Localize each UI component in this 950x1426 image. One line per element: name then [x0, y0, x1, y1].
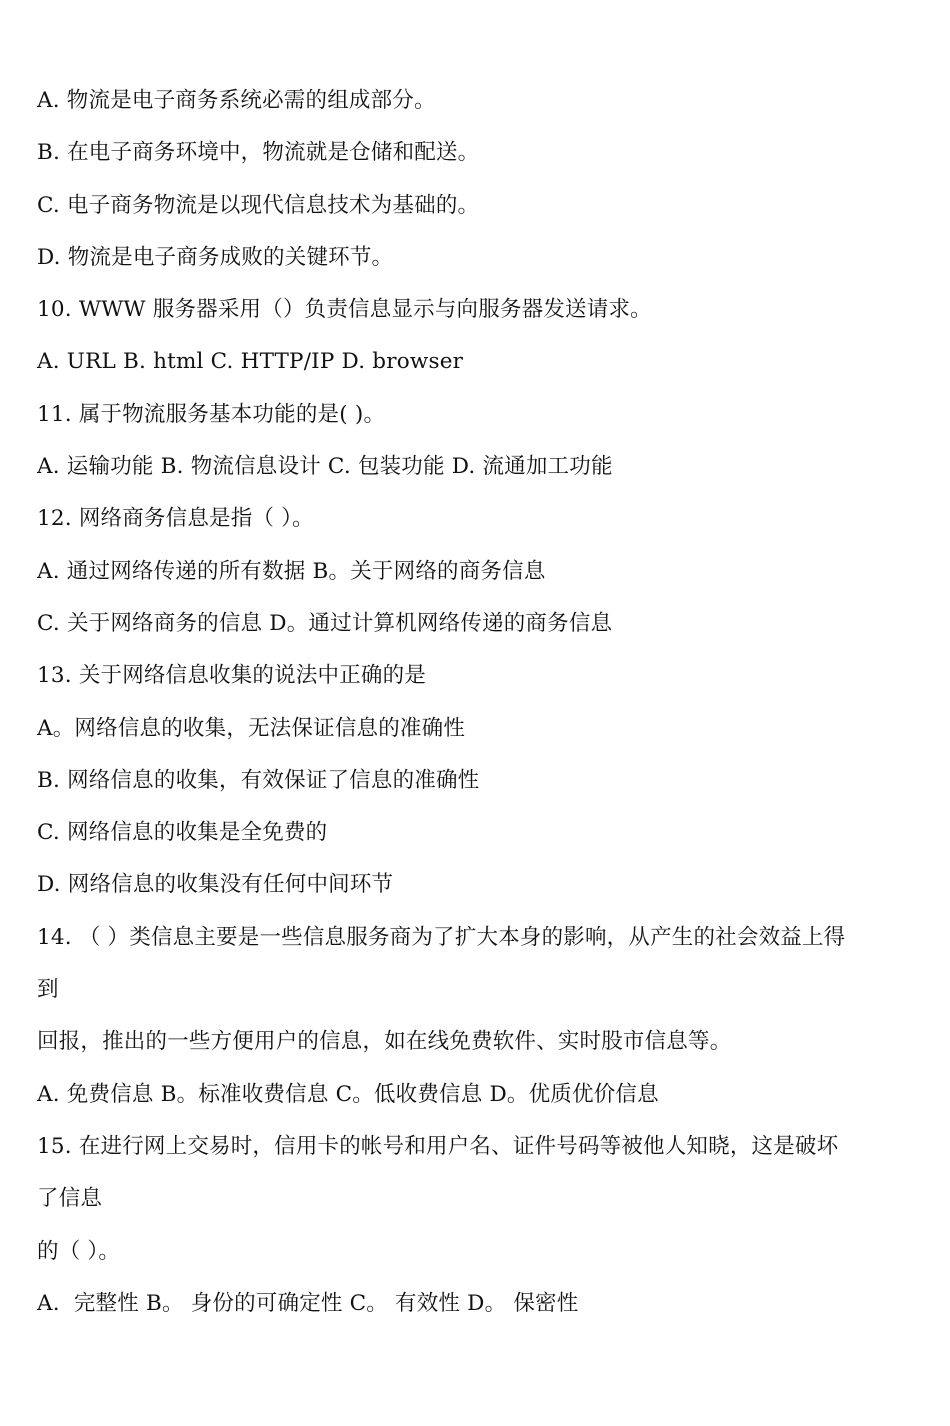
options-12: C. 关于网络商务的信息 D。通过计算机网络传递的商务信息 [37, 610, 613, 636]
text-line: A. 物流是电子商务系统必需的组成部分。 [37, 88, 436, 113]
options-13: A。网络信息的收集，无法保证信息的准确性 [37, 715, 466, 741]
question-11: 11. 属于物流服务基本功能的是( )。 [37, 401, 386, 427]
options-13: C. 网络信息的收集是全免费的 [37, 820, 328, 846]
options-15: A. 完整性 B。 身份的可确定性 C。 有效性 D。 保密性 [37, 1290, 579, 1316]
options-12: A. 通过网络传递的所有数据 B。关于网络的商务信息 [37, 558, 546, 584]
question-12: 12. 网络商务信息是指（ ）。 [37, 506, 314, 532]
question-14: 14. （ ）类信息主要是一些信息服务商为了扩大本身的影响，从产生的社会效益上得 [37, 924, 846, 950]
options-10: A. URL B. html C. HTTP/IP D. browser [37, 349, 464, 375]
question-13: 13. 关于网络信息收集的说法中正确的是 [37, 663, 427, 689]
question-14: 到 [37, 977, 59, 1003]
document-page [37, 75, 917, 1330]
question-15: 的（ ）。 [37, 1238, 121, 1264]
question-15: 15. 在进行网上交易时，信用卡的帐号和用户名、证件号码等被他人知晓，这是破坏 [37, 1133, 839, 1159]
question-15: 了信息 [37, 1186, 103, 1212]
options-14: A. 免费信息 B。标准收费信息 C。低收费信息 D。优质优价信息 [37, 1081, 659, 1107]
options-13: D. 网络信息的收集没有任何中间环节 [37, 872, 394, 898]
options-11: A. 运输功能 B. 物流信息设计 C. 包装功能 D. 流通加工功能 [37, 454, 613, 480]
options-13: B. 网络信息的收集，有效保证了信息的准确性 [37, 767, 480, 793]
text-line: B. 在电子商务环境中，物流就是仓储和配送。 [37, 140, 480, 166]
question-10: 10. WWW 服务器采用（）负责信息显示与向服务器发送请求。 [37, 297, 652, 323]
text-line: C. 电子商务物流是以现代信息技术为基础的。 [37, 192, 480, 218]
question-14: 回报，推出的一些方便用户的信息，如在线免费软件、实时股市信息等。 [37, 1029, 732, 1055]
text-line: D. 物流是电子商务成败的关键环节。 [37, 244, 394, 270]
